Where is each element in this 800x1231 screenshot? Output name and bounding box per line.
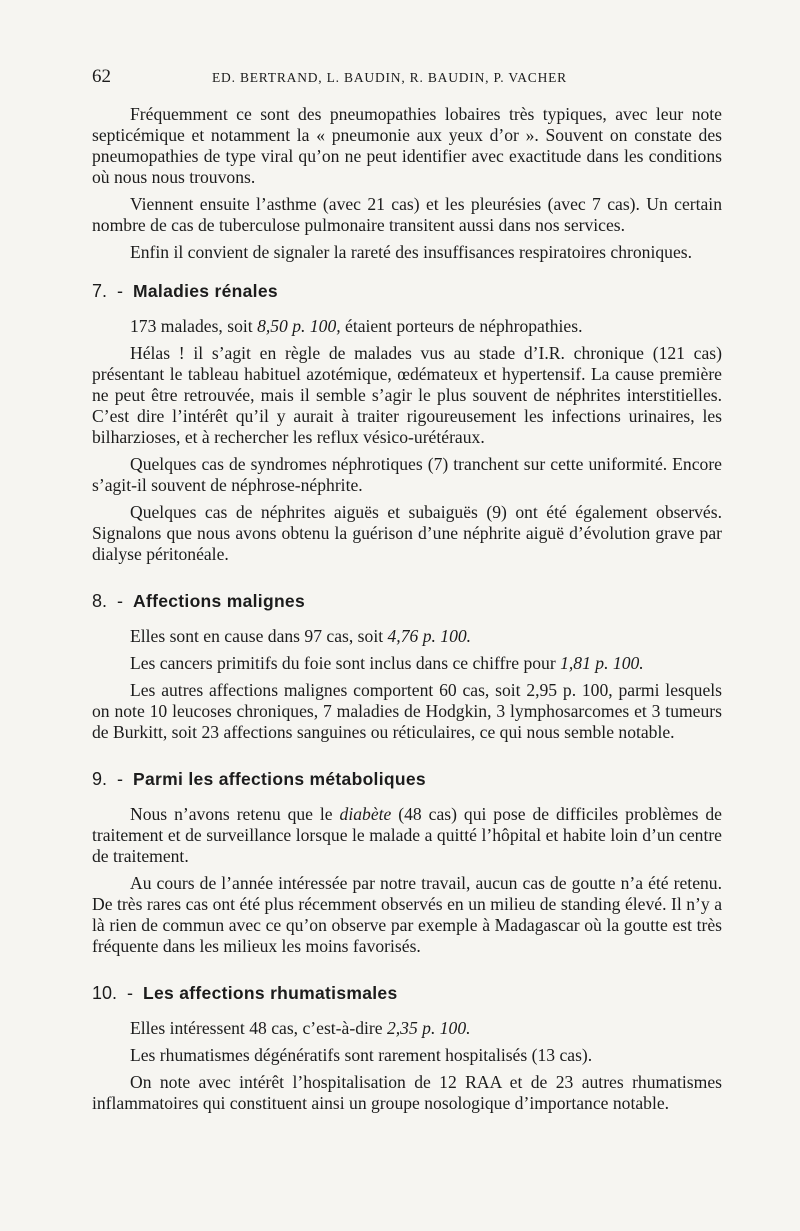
section-number: 7. (92, 281, 108, 301)
section-heading-7 (92, 281, 722, 302)
section-dash: - (117, 591, 124, 611)
paragraph: Viennent ensuite l’asthme (avec 21 cas) et les pleurésies (avec 7 cas). Un certain nombre de cas de tuberculose pulmonaire transitent aussi dans nos services. (92, 194, 722, 235)
paragraph: Les rhumatismes dégénératifs sont rarement hospitalisés (13 cas). (130, 1045, 593, 1065)
paragraph: Nous n’avons retenu que le diabète (48 cas) qui pose de difficiles problèmes de traitement et de surveillance lorsque le malade a quitté l’hôpital et habite loin d’un centre de traitement. (92, 804, 722, 866)
running-head (92, 66, 722, 94)
section-heading-8 (92, 591, 722, 612)
section-title: Les affections rhumatismales (143, 983, 398, 1003)
section-dash: - (127, 983, 134, 1003)
section-number: 10. (92, 983, 118, 1003)
paragraph: Hélas ! il s’agit en règle de malades vus au stade d’I.R. chronique (121 cas) présentant le tableau habituel azotémique, œdémateux et hypertensif. La cause première ne peut être retrouvée, mais il semble s’agir le plus souvent de néphrites interstitielles. C’est dire l’intérêt qu’il y aurait à traiter rigoureusement les infections urinaires, les bilharzioses, et à rechercher les reflux vésico-urétéraux. (92, 343, 722, 447)
section-title: Maladies rénales (133, 281, 278, 301)
authors-header: ED. BERTRAND, L. BAUDIN, R. BAUDIN, P. VACHER (212, 70, 567, 85)
paragraph: Quelques cas de syndromes néphrotiques (7) tranchent sur cette uniformité. Encore s’agit-il souvent de néphrose-néphrite. (92, 454, 722, 495)
section-dash: - (117, 281, 124, 301)
section-heading-10 (92, 983, 722, 1004)
section-number: 8. (92, 591, 108, 611)
paragraph: 173 malades, soit 8,50 p. 100, étaient porteurs de néphropathies. (130, 316, 583, 336)
section-heading-9 (92, 769, 722, 790)
page-number: 62 (92, 66, 111, 87)
section-title: Affections malignes (133, 591, 305, 611)
paragraph: Elles intéressent 48 cas, c’est-à-dire 2,35 p. 100. (130, 1018, 471, 1038)
section-dash: - (117, 769, 124, 789)
section-number: 9. (92, 769, 108, 789)
paragraph: On note avec intérêt l’hospitalisation de 12 RAA et de 23 autres rhumatismes inflammatoires qui constituent ainsi un groupe nosologique d’importance notable. (92, 1072, 722, 1113)
paragraph: Elles sont en cause dans 97 cas, soit 4,76 p. 100. (130, 626, 472, 646)
paragraph: Quelques cas de néphrites aiguës et subaiguës (9) ont été également observés. Signalons que nous avons obtenu la guérison d’une néphrite aiguë d’évolution grave par dialyse péritonéale. (92, 502, 722, 564)
paragraph: Enfin il convient de signaler la rareté des insuffisances respiratoires chroniques. (130, 242, 692, 262)
section-title: Parmi les affections métaboliques (133, 769, 426, 789)
paragraph: Au cours de l’année intéressée par notre travail, aucun cas de goutte n’a été retenu. De très rares cas ont été plus récemment observés en un milieu de standing élevé. Il n’y a là rien de commun avec ce qu’on observe par exemple à Madagascar où la goutte est très fréquente dans les milieux les moins favorisés. (92, 873, 722, 956)
paragraph: Les autres affections malignes comportent 60 cas, soit 2,95 p. 100, parmi lesquels on note 10 leucoses chroniques, 7 maladies de Hodgkin, 3 lymphosarcomes et 3 tumeurs de Burkitt, soit 23 affections sanguines ou réticulaires, ce qui nous semble notable. (92, 680, 722, 742)
page (92, 66, 722, 1120)
paragraph: Fréquemment ce sont des pneumopathies lobaires très typiques, avec leur note septicémique et notamment la « pneumonie aux yeux d’or ». Souvent on constate des pneumopathies de type viral qu’on ne peut identifier avec exactitude dans les conditions où nous nous trouvons. (92, 104, 722, 187)
paragraph: Les cancers primitifs du foie sont inclus dans ce chiffre pour 1,81 p. 100. (130, 653, 644, 673)
